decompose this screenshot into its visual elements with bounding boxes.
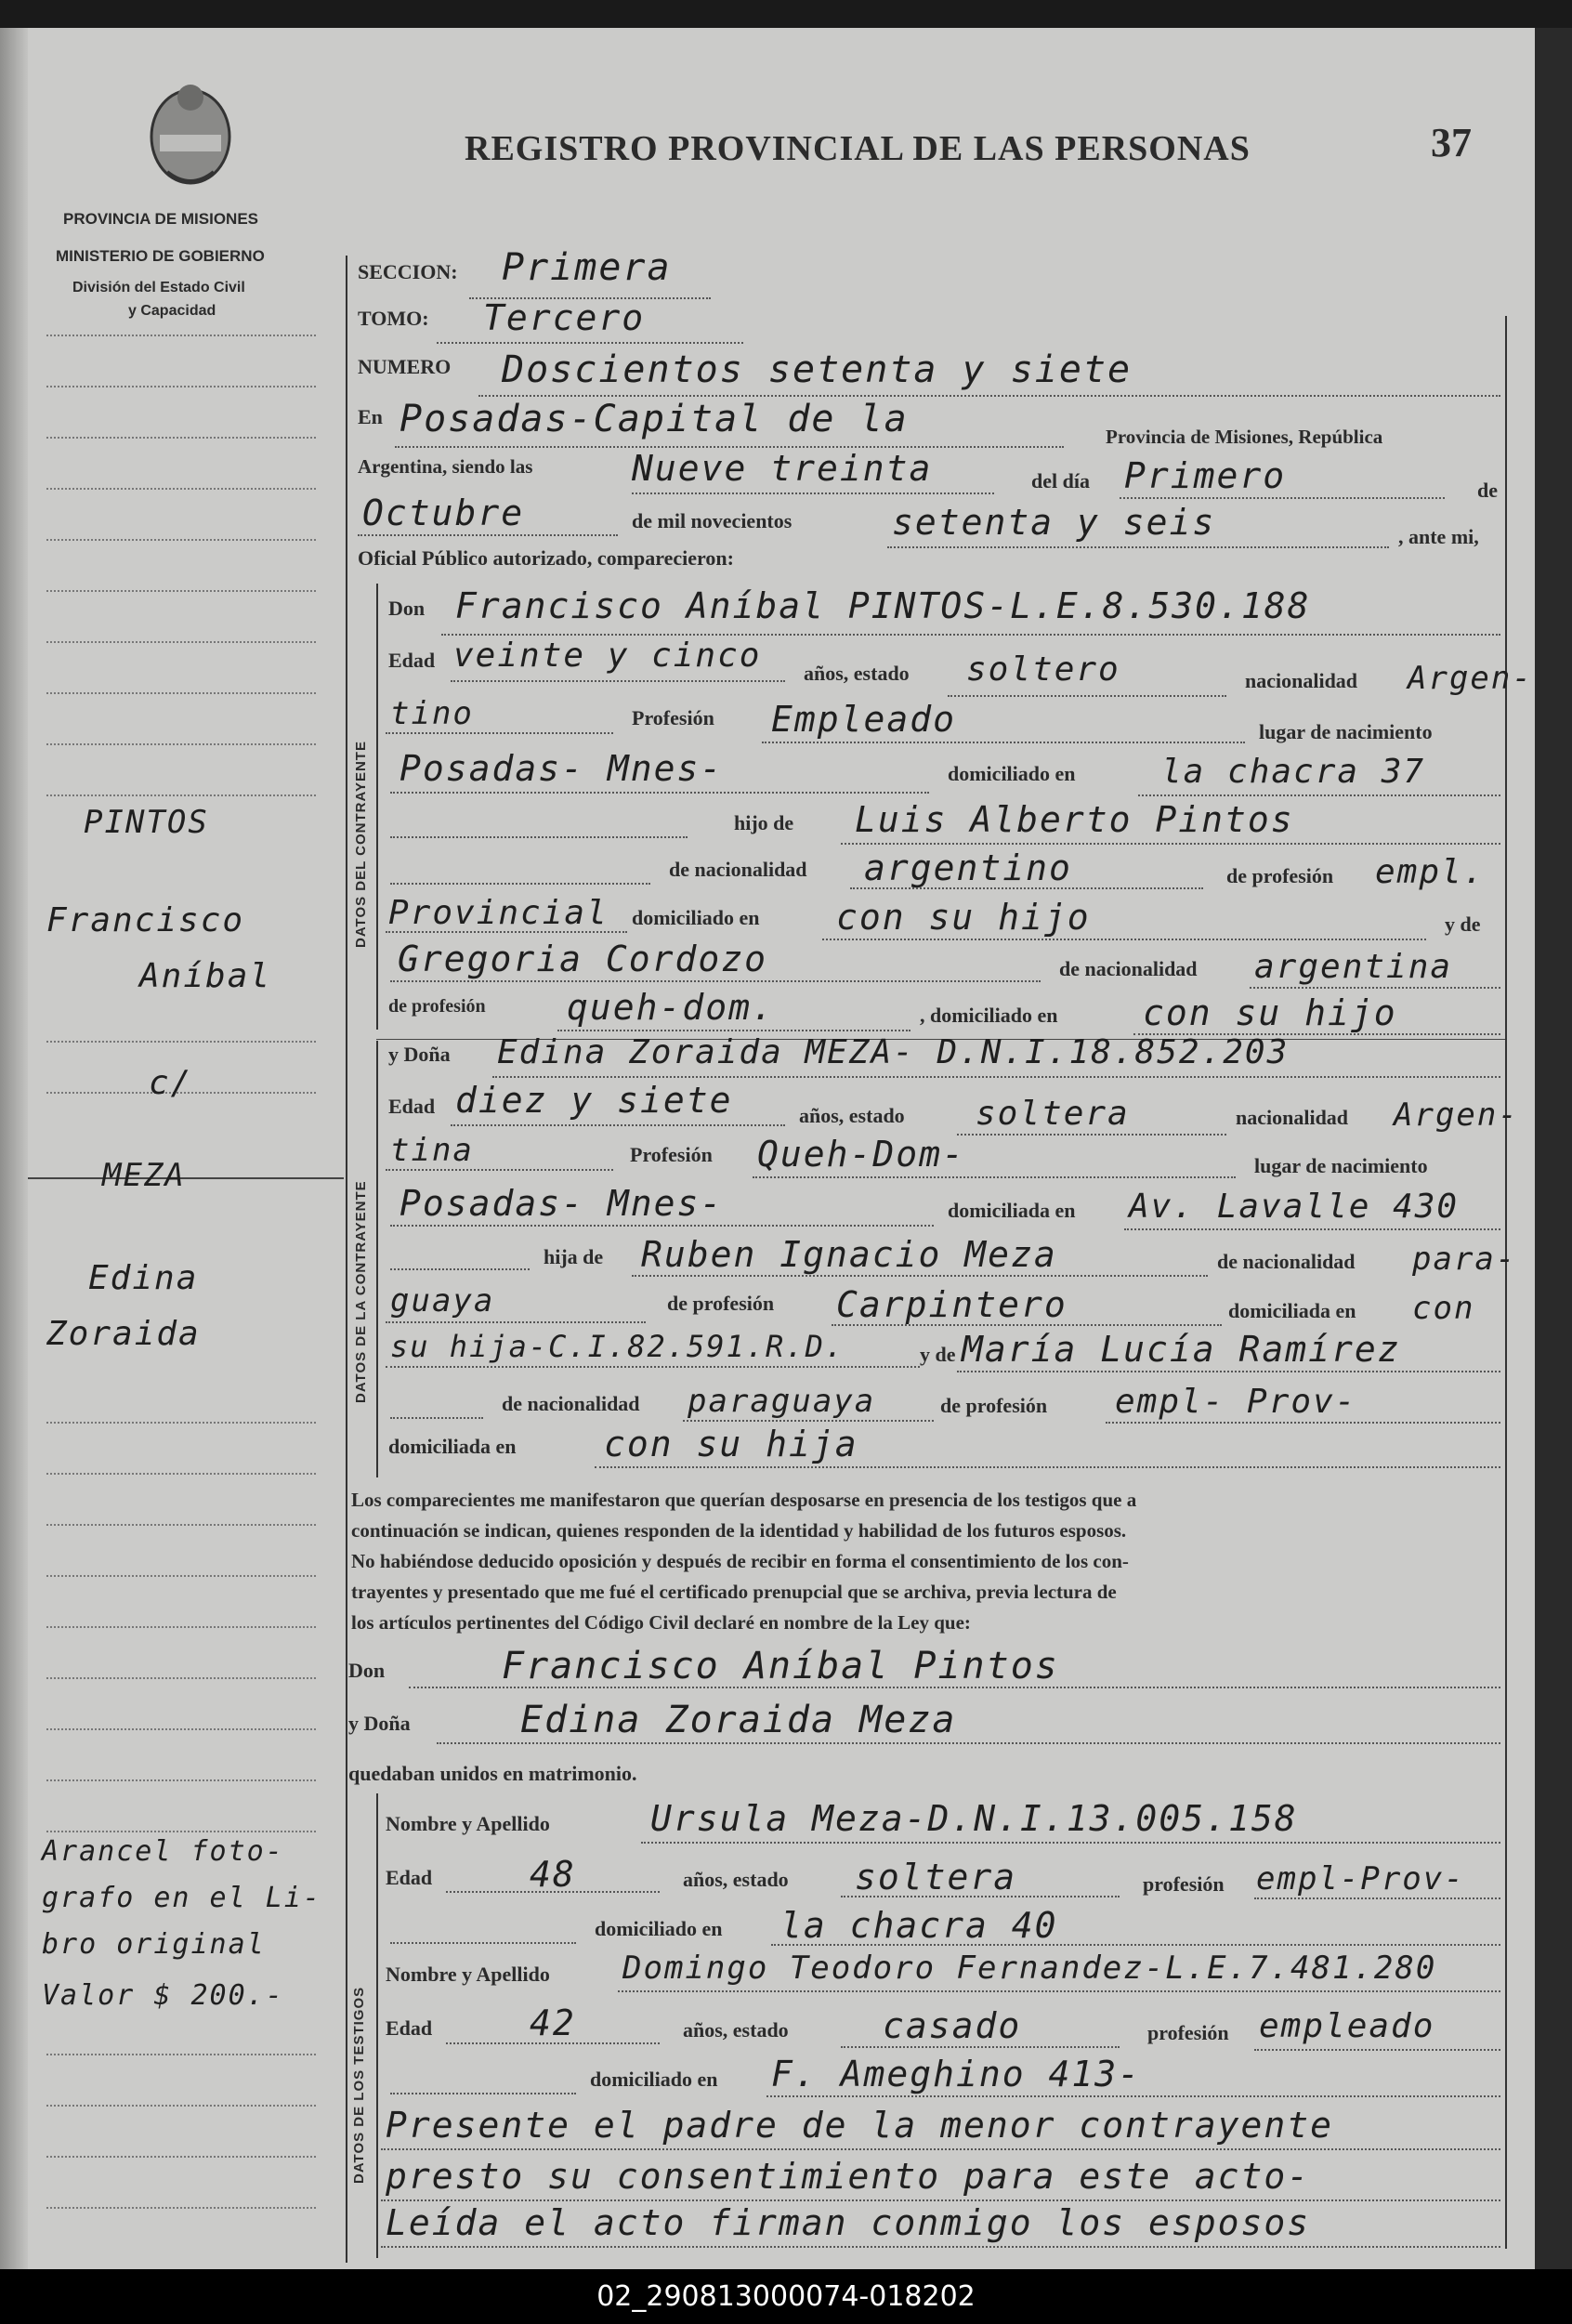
de-label: de (1477, 479, 1498, 502)
groom-section-border (376, 584, 378, 1030)
groom-dom-label: domiciliado en (948, 762, 1076, 785)
w1-name-label: Nombre y Apellido (386, 1812, 550, 1835)
witness2-estado: casado (883, 2005, 1022, 2046)
hija-de-label: hija de (544, 1245, 604, 1268)
bride-age: diez y siete (455, 1080, 733, 1121)
margin-surname-2: MEZA (102, 1157, 186, 1194)
margin-line (46, 1728, 316, 1730)
groom-name: Francisco Aníbal PINTOS-L.E.8.530.188 (455, 585, 1311, 626)
groom-fdom-label: domiciliado en (632, 906, 760, 929)
witness2-dom: F. Ameghino 413- (771, 2054, 1142, 2094)
groom-section-label: DATOS DEL CONTRAYENTE (353, 741, 369, 948)
bride-fdom-label: domiciliada en (1228, 1299, 1356, 1322)
w2-dom-pre-line (390, 2093, 576, 2094)
groom-father-prof-b: Provincial (388, 894, 609, 932)
margin-line (46, 2156, 316, 2158)
en-label: En (358, 405, 383, 428)
margin-given-1b: Aníbal (139, 957, 272, 995)
bride-father-line (632, 1275, 1208, 1277)
anio-value: setenta y seis (892, 502, 1216, 543)
final-don-label: Don (348, 1659, 386, 1682)
margin-line (46, 692, 316, 694)
bride-estado-line (957, 1134, 1226, 1136)
groom-age: veinte y cinco (453, 637, 762, 675)
bride-nac-b-line (386, 1169, 613, 1171)
bride-prof-line (753, 1176, 1236, 1178)
margin-conj: c/ (149, 1064, 193, 1102)
w1-dom-line (771, 1944, 1500, 1946)
org-line-2: MINISTERIO DE GOBIERNO (56, 247, 265, 265)
groom-prof: Empleado (771, 699, 957, 740)
groom-fnac-line (850, 887, 1203, 889)
margin-line (46, 1422, 316, 1424)
margin-surname-1: PINTOS (84, 804, 209, 841)
hijo-de-label: hijo de (734, 811, 794, 834)
groom-fnac-label: de nacionalidad (669, 858, 807, 881)
bride-age-line (451, 1124, 785, 1126)
groom-prof-label: Profesión (632, 706, 714, 729)
form-left-border (346, 256, 347, 2263)
groom-nac-label: nacionalidad (1245, 669, 1358, 692)
bride-mnac-line (683, 1420, 934, 1422)
dia-value: Primero (1124, 455, 1287, 496)
document-title: REGISTRO PROVINCIAL DE LAS PERSONAS (465, 129, 1251, 168)
w1-prof-label: profesión (1143, 1872, 1225, 1896)
note-rule-2 (381, 2199, 1500, 2201)
groom-fdom-line (822, 939, 1426, 940)
bride-nac-b: tina (390, 1132, 474, 1169)
page-binding (0, 28, 28, 2269)
bride-prof: Queh-Dom- (757, 1134, 965, 1175)
margin-line (46, 1575, 316, 1577)
margin-divider (28, 1177, 344, 1179)
margin-line (46, 335, 316, 336)
margin-line (46, 1626, 316, 1628)
groom-father: Luis Alberto Pintos (855, 799, 1294, 840)
org-line-1: PROVINCIA DE MISIONES (63, 210, 259, 228)
margin-arancel-1: Arancel foto- (42, 1835, 284, 1868)
ante-mi-label: , ante mi, (1398, 525, 1479, 548)
declaration-line: trayentes y presentado que me fué el certificado prenupcial que se archiva, previa lectura de (351, 1581, 1117, 1603)
margin-given-1a: Francisco (46, 901, 245, 939)
bride-father-dom-b: su hija-C.I.82.591.R.D. (390, 1329, 845, 1364)
groom-lugar: Posadas- Mnes- (400, 748, 724, 789)
mil-novecientos-label: de mil novecientos (632, 509, 793, 532)
groom-mother-line (390, 980, 1041, 982)
w1-dom-label: domiciliado en (595, 1917, 723, 1940)
numero-line (478, 395, 1500, 397)
witness1-estado: soltera (855, 1857, 1017, 1897)
bride-father: Ruben Ignacio Meza (641, 1234, 1057, 1275)
bride-lugar-line (390, 1225, 934, 1227)
seccion-label: SECCION: (358, 260, 458, 283)
margin-line (46, 1677, 316, 1679)
declaration-line: No habiéndose deducido oposición y después de recibir en forma el consentimiento de los con- (351, 1550, 1129, 1572)
witnesses-section-label: DATOS DE LOS TESTIGOS (351, 1986, 367, 2184)
mes-line (358, 534, 618, 536)
bride-section-border (376, 1041, 378, 1477)
bride-fprof-label: de profesión (667, 1292, 775, 1315)
groom-mother-nac: argentina (1254, 948, 1453, 986)
w2-age-line (446, 2042, 660, 2044)
bride-father-nac-b: guaya (390, 1282, 495, 1320)
en-value: Posadas-Capital de la (400, 398, 909, 440)
margin-arancel-2: grafo en el Li- (42, 1882, 321, 1914)
form-right-border (1505, 316, 1507, 2249)
bride-nac-a: Argen- (1394, 1096, 1519, 1134)
groom-dom-line (1138, 794, 1500, 796)
margin-line (46, 386, 316, 387)
w1-prof-line (1254, 1897, 1500, 1899)
quedaban-label: quedaban unidos en matrimonio. (348, 1762, 637, 1785)
page-edge (1535, 28, 1572, 2269)
coat-of-arms-icon (139, 70, 242, 190)
bride-mdom-line (595, 1466, 1500, 1468)
bride-mnac-pre-line (390, 1417, 483, 1419)
groom-estado: soltero (966, 650, 1120, 689)
provincia-label: Provincia de Misiones, República (1106, 426, 1383, 448)
mes-value: Octubre (362, 492, 525, 533)
bride-mother: María Lucía Ramírez (962, 1329, 1401, 1370)
witness1-prof: empl-Prov- (1256, 1860, 1465, 1897)
w1-dom-pre-line (390, 1942, 576, 1944)
margin-line (46, 539, 316, 541)
witness1-age: 48 (530, 1854, 576, 1895)
margin-line (46, 1041, 316, 1043)
groom-nac-b: tino (390, 695, 474, 732)
groom-mother-dom: con su hijo (1143, 992, 1397, 1033)
witnesses-section-border (376, 1793, 378, 2258)
groom-father-nac: argentino (864, 847, 1072, 888)
final-dona-line (437, 1742, 1500, 1744)
groom-prof-line (762, 742, 1245, 743)
w1-anos-label: años, estado (683, 1868, 789, 1891)
bride-prof-label: Profesión (630, 1143, 713, 1166)
bride-mother-prof: empl- Prov- (1115, 1383, 1357, 1421)
w2-estado-line (841, 2046, 1120, 2048)
note-rule-1 (381, 2148, 1500, 2150)
groom-edad-label: Edad (388, 649, 436, 672)
final-don-line (409, 1687, 1500, 1688)
groom-father-prof-a: empl. (1375, 853, 1486, 891)
page-number: 37 (1431, 120, 1472, 165)
w2-dom-line (766, 2095, 1500, 2097)
witness2-age: 42 (530, 2002, 576, 2043)
note-rule-3 (381, 2246, 1500, 2248)
bride-mother-dom: con su hija (604, 1424, 858, 1464)
tomo-line (437, 342, 743, 344)
w1-estado-line (841, 1896, 1120, 1897)
bride-dom-label: domiciliada en (948, 1199, 1076, 1222)
bride-name: Edina Zoraida MEZA- D.N.I.18.852.203 (497, 1033, 1290, 1071)
margin-arancel-4: Valor $ 200.- (42, 1979, 284, 2012)
groom-nac-a: Argen- (1408, 660, 1533, 697)
hora-line (632, 492, 994, 494)
margin-line (46, 743, 316, 745)
groom-name-line (441, 634, 1500, 636)
groom-mprof-line (557, 1030, 910, 1031)
groom-estado-line (948, 695, 1226, 697)
bride-mdom-label: domiciliada en (388, 1435, 517, 1458)
margin-line (46, 2105, 316, 2107)
bride-name-line (492, 1076, 1500, 1078)
bride-fdomb-line (386, 1366, 920, 1368)
w2-edad-label: Edad (386, 2016, 433, 2040)
bride-mother-nac: paraguaya (688, 1383, 876, 1420)
margin-line (46, 794, 316, 796)
w1-name-line (641, 1842, 1500, 1844)
w2-dom-label: domiciliado en (590, 2068, 718, 2091)
bride-dom-line (1124, 1228, 1500, 1230)
groom-mnac-line (1250, 987, 1500, 989)
groom-mdom-label: , domiciliado en (920, 1004, 1058, 1027)
declaration-line: continuación se indican, quienes responden de la identidad y habilidad de los futuros esposos. (351, 1519, 1127, 1542)
bride-mnac-label: de nacionalidad (502, 1392, 640, 1415)
w2-prof-line (1254, 2049, 1500, 2051)
w2-anos-label: años, estado (683, 2018, 789, 2042)
numero-value: Doscientos setenta y siete (502, 348, 1133, 391)
document-page (0, 28, 1535, 2269)
margin-given-2a: Edina (88, 1259, 199, 1297)
margin-line (46, 641, 316, 643)
declaration-text (351, 1485, 1494, 1638)
y-de-label: y de (1445, 913, 1481, 936)
margin-line (46, 2054, 316, 2055)
note-line-1: Presente el padre de la menor contrayente (386, 2105, 1333, 2146)
bride-section-label: DATOS DE LA CONTRAYENTE (353, 1180, 369, 1403)
bride-anos-label: años, estado (799, 1104, 905, 1127)
bride-father-prof: Carpintero (836, 1284, 1068, 1325)
dia-line (1120, 497, 1445, 499)
note-line-2: presto su consentimiento para este acto- (386, 2156, 1311, 2197)
anio-line (887, 546, 1389, 548)
bride-y-de-label: y de (920, 1343, 956, 1366)
bride-fnacb-line (386, 1321, 646, 1323)
oficial-label: Oficial Público autorizado, comparecieron: (358, 546, 734, 570)
groom-fnac-pre-line (390, 883, 650, 885)
numero-label: NUMERO (358, 355, 452, 378)
bride-mprof-line (1106, 1422, 1500, 1424)
org-line-3: División del Estado Civil (72, 280, 245, 295)
groom-anos-label: años, estado (804, 662, 910, 685)
final-dona-label: y Doña (348, 1712, 411, 1735)
declaration-line: los artículos pertinentes del Código Civil declaré en nombre de la Ley que: (351, 1611, 971, 1634)
groom-dom: la chacra 37 (1161, 753, 1426, 791)
margin-arancel-3: bro original (42, 1928, 266, 1961)
del-dia-label: del día (1031, 469, 1090, 492)
witness1-dom: la chacra 40 (780, 1905, 1058, 1946)
don-label: Don (388, 597, 426, 620)
witness2-prof: empleado (1259, 2007, 1435, 2045)
groom-mother-prof: queh-dom. (567, 987, 775, 1028)
groom-lugar-line (390, 792, 929, 794)
bride-hija-pre-line (390, 1268, 530, 1270)
w2-name-line (618, 1990, 1500, 1992)
margin-line (46, 1831, 316, 1832)
w1-edad-label: Edad (386, 1866, 433, 1889)
bride-lugar: Posadas- Mnes- (400, 1183, 724, 1224)
groom-nac-b-line (386, 732, 613, 734)
witness1-name: Ursula Meza-D.N.I.13.005.158 (650, 1798, 1298, 1839)
bride-father-nac-a: para- (1412, 1241, 1517, 1278)
groom-father-dom: con su hijo (836, 897, 1091, 938)
groom-mprof-label: de profesión (388, 996, 486, 1017)
margin-line (46, 2207, 316, 2209)
groom-mother: Gregoria Cordozo (398, 939, 768, 979)
margin-line (46, 1524, 316, 1526)
bride-edad-label: Edad (388, 1095, 436, 1118)
groom-age-line (451, 680, 785, 682)
hora-value: Nueve treinta (632, 448, 933, 489)
dona-label: y Doña (388, 1043, 451, 1066)
bride-mother-line (957, 1371, 1500, 1372)
bride-lugar-label: lugar de nacimiento (1254, 1154, 1428, 1177)
final-bride-name: Edina Zoraida Meza (520, 1699, 957, 1741)
margin-line (46, 1779, 316, 1781)
margin-line (46, 1473, 316, 1475)
tomo-value: Tercero (483, 297, 646, 338)
bride-estado: soltera (976, 1095, 1130, 1133)
tomo-label: TOMO: (358, 307, 429, 330)
bride-fnac-label: de nacionalidad (1217, 1250, 1356, 1273)
w2-prof-label: profesión (1147, 2021, 1229, 2044)
seccion-value: Primera (502, 246, 672, 289)
groom-fprof-label: de profesión (1226, 864, 1334, 887)
bride-father-dom-a: con (1412, 1290, 1475, 1327)
groom-hijo-pre-line (390, 836, 688, 838)
margin-line (46, 437, 316, 439)
declaration-line: Los comparecientes me manifestaron que querían desposarse en presencia de los testigos que a (351, 1489, 1137, 1511)
w2-name-label: Nombre y Apellido (386, 1963, 550, 1986)
final-groom-name: Francisco Aníbal Pintos (502, 1645, 1059, 1687)
org-line-4: y Capacidad (128, 303, 216, 319)
witness2-name: Domingo Teodoro Fernandez-L.E.7.481.280 (622, 1950, 1437, 1987)
bride-mprof-label: de profesión (940, 1394, 1048, 1417)
bride-fprof-line (832, 1324, 1222, 1326)
groom-lugar-label: lugar de nacimiento (1259, 720, 1433, 743)
bride-dom: Av. Lavalle 430 (1129, 1188, 1460, 1226)
margin-line (46, 590, 316, 592)
groom-fprofb-line (386, 931, 627, 933)
note-line-3: Leída el acto firman conmigo los esposos (386, 2202, 1311, 2243)
groom-father-line (841, 843, 1500, 845)
margin-line (46, 488, 316, 490)
margin-given-2b: Zoraida (46, 1315, 201, 1353)
image-id-footer: 02_290813000074-018202 (0, 2269, 1572, 2324)
groom-mnac-label: de nacionalidad (1059, 957, 1198, 980)
argentina-label: Argentina, siendo las (358, 455, 533, 478)
w1-age-line (446, 1891, 660, 1893)
bride-nac-label: nacionalidad (1236, 1106, 1349, 1129)
